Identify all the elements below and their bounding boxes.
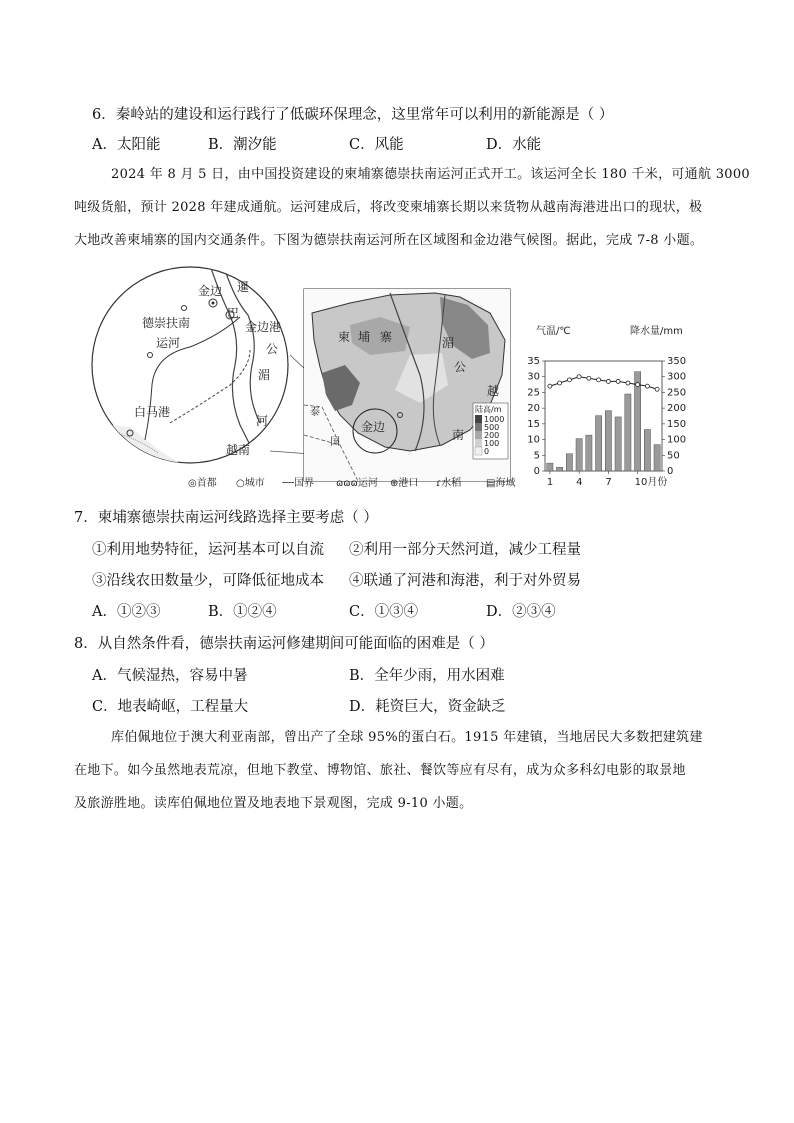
figure-region-map-climate [90,255,730,495]
passage1-line2: 吨级货船，预计 2028 年建成通航。运河建成后，将改变柬埔寨长期以来货物从越南海港进出口的现状，极 [74,200,703,215]
main-map-label-nan: 南 [452,428,465,442]
chart-y2-tick-label: 100 [667,434,687,446]
chart-x-tick-label: 4 [576,477,583,488]
precipitation-bar [654,445,660,471]
q7-item-3: ③沿线农田数量少，可降低征地成本 [92,573,324,589]
chart-y1-tick-label: 15 [527,418,540,430]
chart-y2-tick-label: 250 [667,387,687,399]
map-label-jinbian-port: 金边港 [245,320,282,334]
precipitation-bar [547,463,553,471]
map-label-jinbian: 金边 [198,284,223,298]
q8-option-c: C．地表崎岖，工程量大 [92,699,249,715]
map-label-dechongfunan: 德崇扶南 [142,316,191,330]
q7-option-c: C．①③④ [349,604,419,620]
temperature-point [548,384,552,388]
climate-chart [527,324,686,488]
map-label-baima-port: 白马港 [134,405,171,419]
legend-capital: ◎首都 [188,478,217,489]
chart-y1-tick-label: 0 [533,466,540,477]
q6-stem: 6．秦岭站的建设和运行践行了低碳环保理念，这里常年可以利用的新能源是（ ） [92,107,614,123]
precipitation-bar [596,416,602,471]
map-label-gong: 公 [266,342,279,356]
chart-x-tick-label: 10月份 [634,477,668,488]
main-map-label-yue: 越 [487,384,500,398]
chart-y2-tick-label: 150 [667,418,687,430]
chart-bars [547,372,660,471]
chart-x-tick-label: 1 [546,477,554,488]
chart-y1-tick-label: 20 [527,403,540,415]
elevation-legend-title: 陆高/m [475,405,502,414]
temperature-point [606,379,610,383]
main-map-label-tai: 泰 [310,407,320,418]
main-map-label-gong: 公 [454,360,467,374]
legend-port: ⊕港口 [390,478,419,489]
elevation-100: 100 [484,439,500,448]
map-label-mei: 湄 [258,368,271,382]
passage1-line3: 大地改善柬埔寨的国内交通条件。下图为德崇扶南运河所在区域图和金边港气候图。据此，完成 7-8 小题。 [74,233,704,248]
legend-city: ○城市 [236,478,265,489]
chart-y1-tick-label: 30 [527,371,540,383]
chart-y2-tick-label: 0 [667,466,674,477]
main-map-label-pu: 埔 [358,330,371,344]
temperature-point [567,378,571,382]
main-map-label-mei: 湄 [442,336,455,350]
chart-y2-tick-label: 300 [667,371,687,383]
chart-y1-label: 气温/℃ [536,326,571,337]
inset-circle-map [90,265,288,469]
passage1-line1: 2024 年 8 月 5 日，由中国投资建设的柬埔寨德崇扶南运河正式开工。该运河全长 180 千米，可通航 3000 [111,167,750,182]
q7-item-2: ②利用一部分天然河道，减少工程量 [349,542,581,558]
precipitation-bar [625,394,631,471]
map-label-he: 河 [256,414,269,428]
elevation-500: 500 [484,423,500,432]
main-map-label-jinbian: 金边 [361,420,386,434]
elevation-1000: 1000 [484,415,505,424]
chart-y1-tick-label: 5 [533,450,540,462]
elevation-200: 200 [484,431,500,440]
elevation-0: 0 [484,447,490,456]
chart-y1-tick-label: 25 [527,387,540,399]
temperature-point [577,375,581,379]
main-map-label-jian: 柬 [338,330,351,344]
q7-option-b: B．①②④ [208,604,277,620]
chart-line [548,375,659,392]
temperature-point [636,383,640,387]
map-label-canal: 运河 [156,336,181,350]
q7-item-4: ④联通了河港和海港，利于对外贸易 [349,573,581,589]
precipitation-bar [557,467,563,471]
map-label-vietnam: 越南 [226,443,251,457]
temperature-point [626,381,630,385]
precipitation-bar [605,411,611,471]
q8-stem: 8．从自然条件看，德崇扶南运河修建期间可能面临的困难是（ ） [74,636,494,652]
chart-y1-tick-label: 10 [527,434,540,446]
precipitation-bar [586,435,592,471]
chart-x-tick-label: 7 [605,477,612,488]
temperature-point [645,384,649,388]
q7-item-1: ①利用地势特征，运河基本可以自流 [92,542,324,558]
legend-canal: ɷɷɷ运河 [336,478,378,489]
precipitation-bar [644,430,650,471]
q7-stem: 7．柬埔寨德崇扶南运河线路选择主要考虑（ ） [74,510,378,526]
temperature-point [587,376,591,380]
temperature-point [597,378,601,382]
q6-option-c: C．风能 [349,137,404,153]
temperature-point [655,387,659,391]
passage2-line2: 在地下。如今虽然地表荒凉，但地下教堂、博物馆、旅社、餐饮等应有尽有，成为众多科幻电影的取景地 [74,763,686,778]
temperature-point [558,381,562,385]
chart-y2-label: 降水量/mm [630,326,683,337]
q7-option-d: D．②③④ [486,604,556,620]
q8-option-d: D．耗资巨大，资金缺乏 [349,699,506,715]
temperature-line [550,377,657,390]
precipitation-bar [566,454,572,471]
passage2-line3: 及旅游胜地。读库伯佩地位置及地表地下景观图，完成 9-10 小题。 [74,796,473,811]
passage2-line1: 库伯佩地位于澳大利亚南部，曾出产了全球 95%的蛋白石。1915 年建镇，当地居民大多数把建筑建 [111,730,703,745]
precipitation-bar [615,417,621,471]
map-label-xian: 暹 [237,280,250,294]
legend-sea: ▤海域 [486,478,516,489]
map-label-ba: 巴 [227,306,240,320]
main-map-label-guo: 国 [330,437,340,448]
q6-option-b: B．潮汐能 [208,137,277,153]
chart-y2-tick-label: 200 [667,403,687,415]
chart-y1-tick-label: 35 [527,356,540,367]
q6-option-d: D．水能 [486,137,542,153]
precipitation-bar [576,439,582,471]
chart-y2-tick-label: 350 [667,356,687,367]
q7-option-a: A．①②③ [92,604,161,620]
legend-border: ╌╌国界 [282,478,315,489]
temperature-point [616,379,620,383]
q8-option-a: A．气候湿热，容易中暑 [92,668,248,684]
q8-option-b: B．全年少雨，用水困难 [349,668,505,684]
main-map-label-zhai: 寨 [380,330,393,344]
q6-option-a: A．太阳能 [92,137,161,153]
legend-rice: ɾ水稻 [436,478,462,489]
chart-y2-tick-label: 50 [667,450,680,462]
